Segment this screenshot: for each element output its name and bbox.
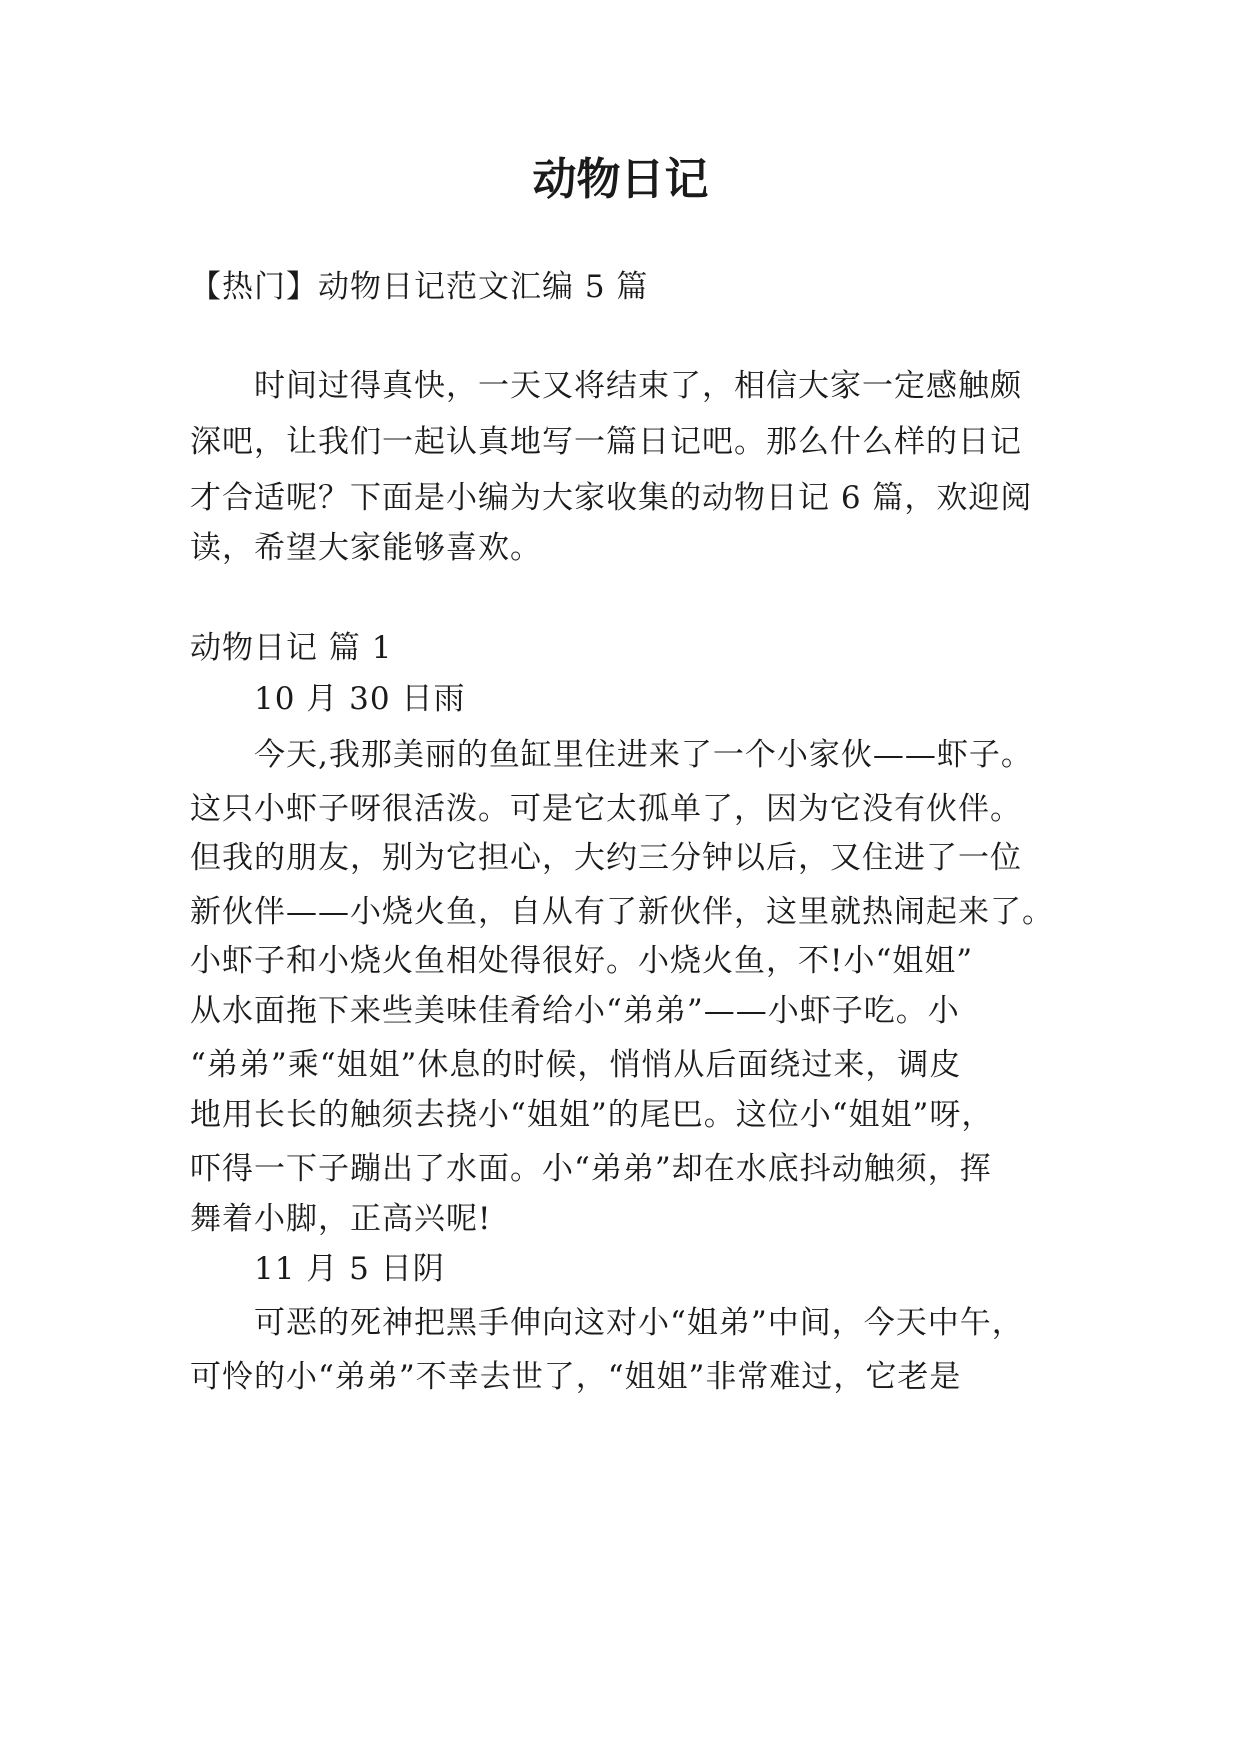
entry-line: 这只小虾子呀很活泼。可是它太孤单了，因为它没有伙伴。 bbox=[190, 791, 1022, 827]
intro-line: 时间过得真快，一天又将结束了，相信大家一定感触颇 bbox=[254, 368, 1022, 404]
intro-line: 读，希望大家能够喜欢。 bbox=[190, 530, 542, 566]
entry-line: “弟弟”乘“姐姐”休息的时候，悄悄从后面绕过来，调皮 bbox=[190, 1047, 962, 1083]
entry-line: 小虾子和小烧火鱼相处得很好。小烧火鱼，不!小“姐姐” bbox=[190, 943, 974, 979]
entry-date: 10 月 30 日雨 bbox=[254, 681, 466, 717]
intro-line: 深吧，让我们一起认真地写一篇日记吧。那么什么样的日记 bbox=[190, 424, 1022, 460]
entry-date: 11 月 5 日阴 bbox=[254, 1251, 445, 1287]
entry-line: 舞着小脚，正高兴呢! bbox=[190, 1201, 492, 1237]
entry-line: 新伙伴——小烧火鱼，自从有了新伙伴，这里就热闹起来了。 bbox=[190, 894, 1054, 930]
section-heading: 动物日记 篇 1 bbox=[190, 630, 393, 666]
entry-line: 从水面拖下来些美味佳肴给小“弟弟”——小虾子吃。小 bbox=[190, 993, 960, 1029]
intro-line: 才合适呢？下面是小编为大家收集的动物日记 6 篇，欢迎阅 bbox=[190, 480, 1033, 516]
entry-line: 吓得一下子蹦出了水面。小“弟弟”却在水底抖动触须，挥 bbox=[190, 1151, 992, 1187]
entry-line: 可怜的小“弟弟”不幸去世了，“姐姐”非常难过，它老是 bbox=[190, 1359, 962, 1395]
entry-line: 今天,我那美丽的鱼缸里住进来了一个小家伙——虾子。 bbox=[254, 737, 1033, 773]
entry-line: 可恶的死神把黑手伸向这对小“姐弟”中间，今天中午， bbox=[254, 1305, 1024, 1341]
entry-line: 地用长长的触须去挠小“姐姐”的尾巴。这位小“姐姐”呀， bbox=[190, 1097, 994, 1133]
document-subtitle: 【热门】动物日记范文汇编 5 篇 bbox=[190, 269, 649, 305]
entry-line: 但我的朋友，别为它担心，大约三分钟以后，又住进了一位 bbox=[190, 840, 1022, 876]
document-title: 动物日记 bbox=[532, 154, 709, 205]
